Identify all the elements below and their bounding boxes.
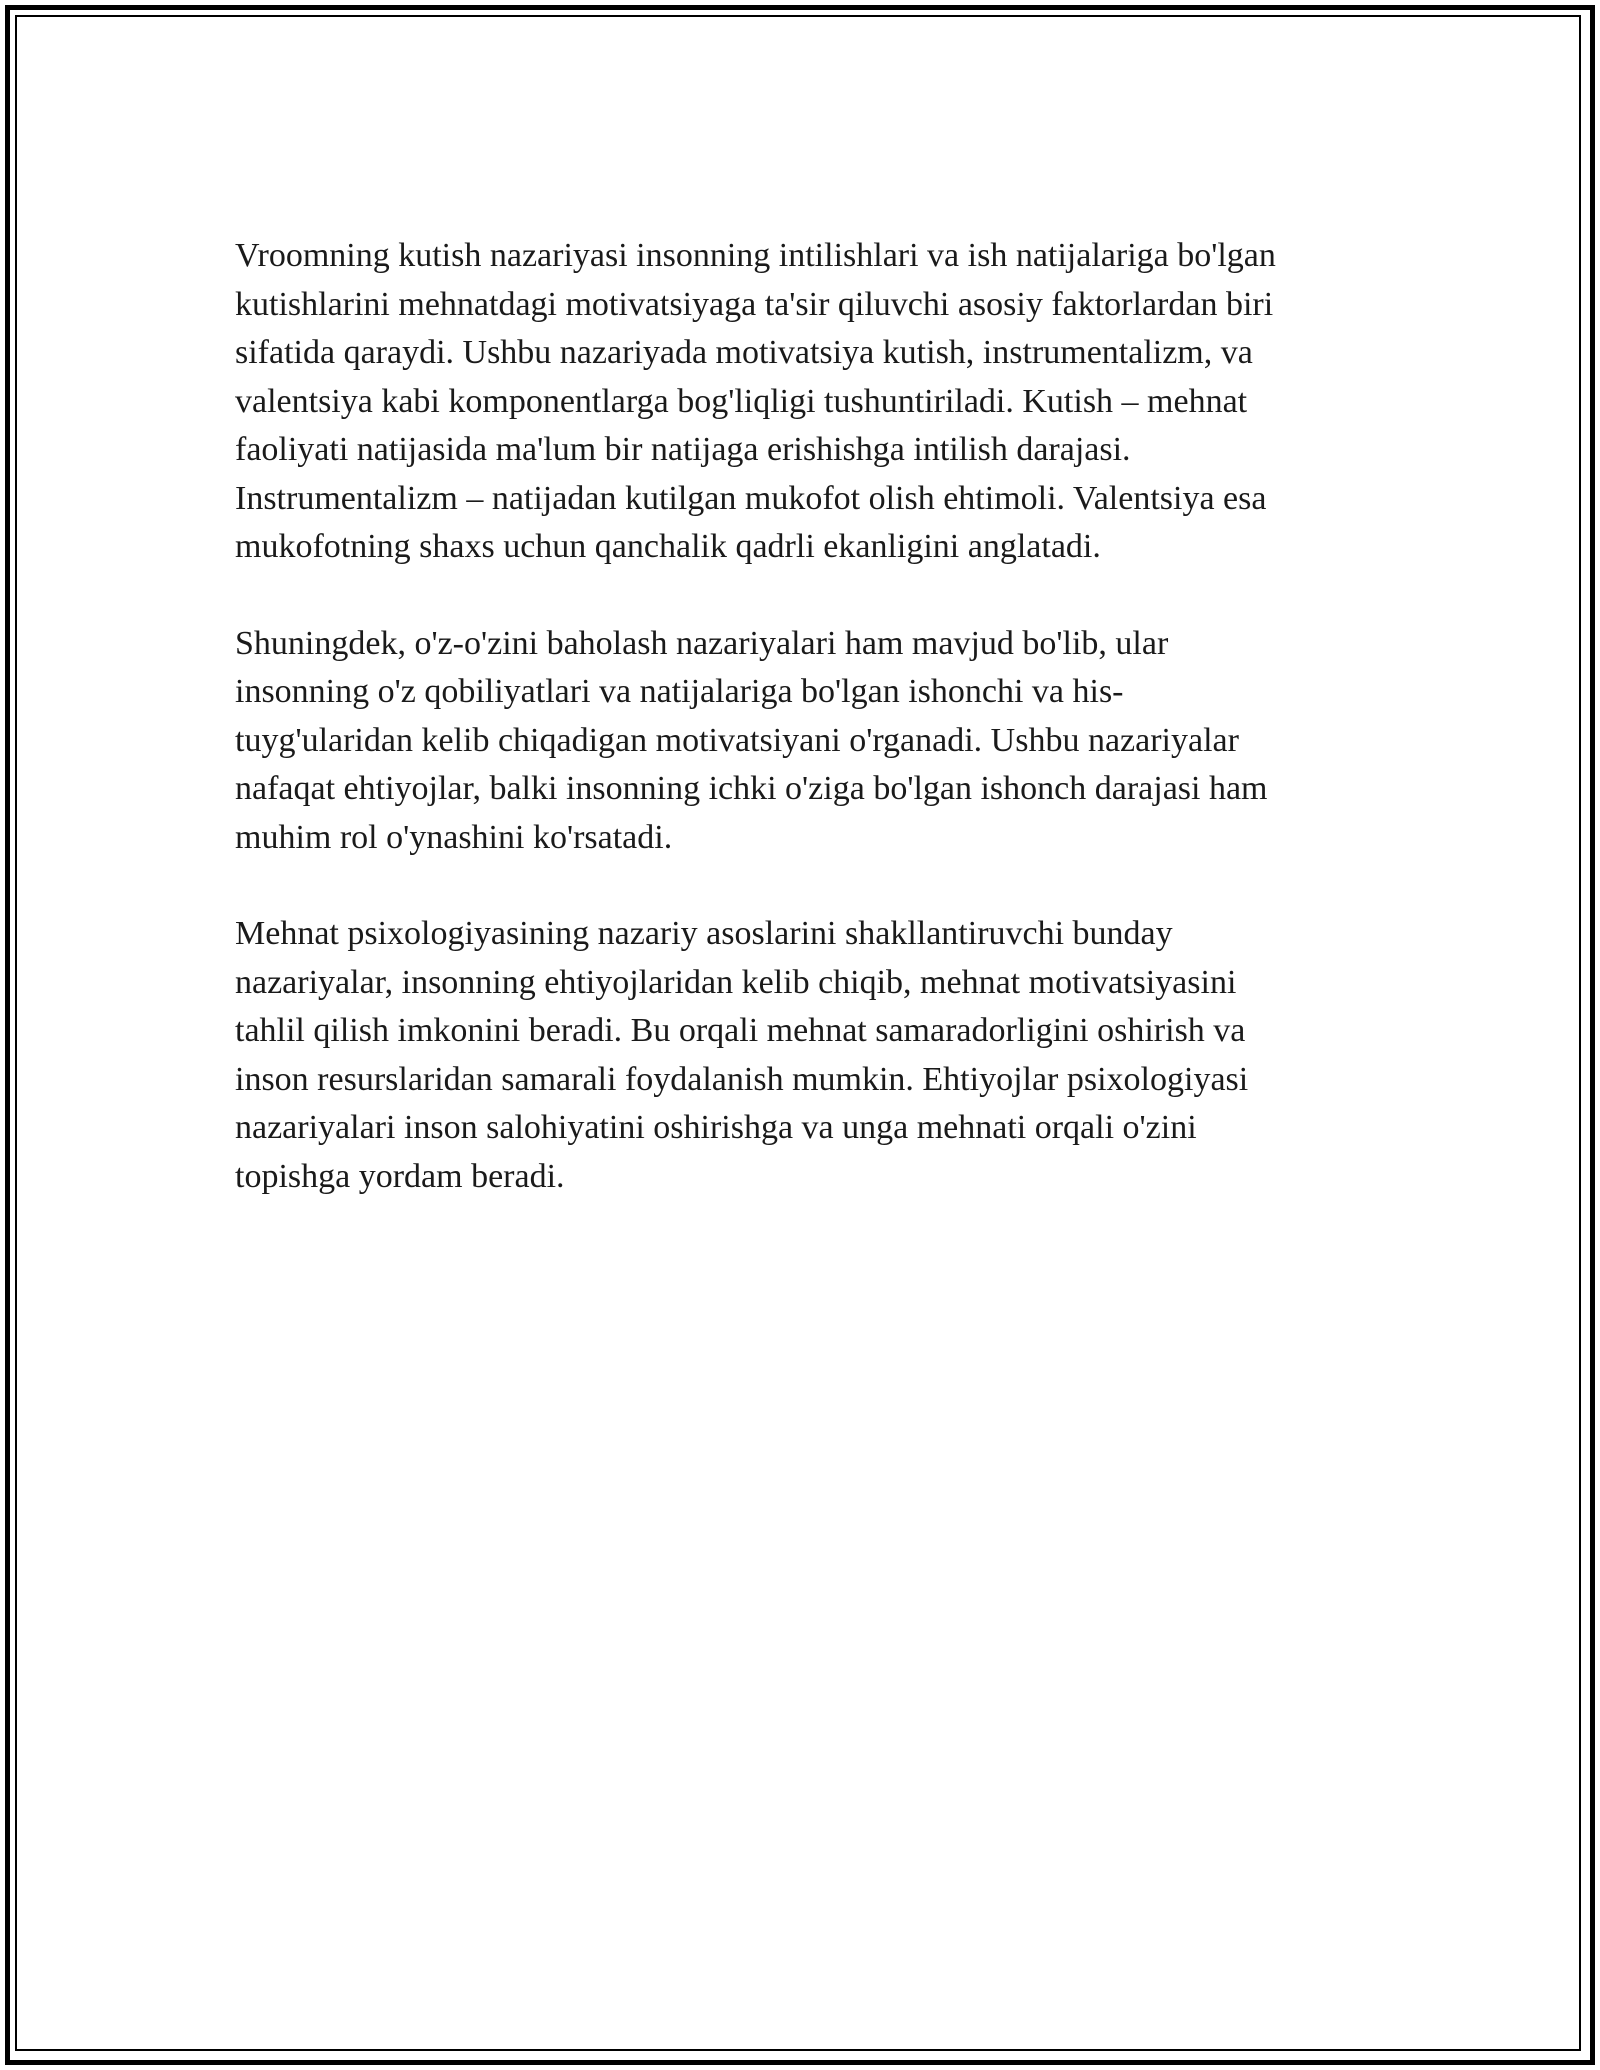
- paragraph-vroom-expectancy-theory: Vroomning kutish nazariyasi insonning intilishlari va ish natijalariga bo'lgan kutishlarini mehnatdagi motivatsiyaga ta'sir qiluvchi asosiy faktorlardan biri sifatida qaraydi. Ushbu nazariyada motivatsiya kutish, instrumentalizm, va valentsiya kabi komponentlarga bog'liqligi tushuntiriladi. Kutish – mehnat faoliyati natijasida ma'lum bir natijaga erishishga intilish darajasi. Instrumentalizm – natijadan kutilgan mukofot olish ehtimoli. Valentsiya esa mukofotning shaxs uchun qanchalik qadrli ekanligini anglatadi.: [235, 237, 1276, 565]
- document-body: [235, 232, 1395, 1249]
- paragraph-self-evaluation-theories: Shuningdek, o'z-o'zini baholash nazariyalari ham mavjud bo'lib, ular insonning o'z qobiliyatlari va natijalariga bo'lgan ishonchi va his- tuyg'ularidan kelib chiqadigan motivatsiyani o'rganadi. Ushbu nazariyalar nafaqat ehtiyojlar, balki insonning ichki o'ziga bo'lgan ishonch darajasi ham muhim rol o'ynashini ko'rsatadi.: [235, 624, 1268, 856]
- paragraph-labor-psychology-foundations: Mehnat psixologiyasining nazariy asoslarini shakllantiruvchi bunday nazariyalar, insonning ehtiyojlaridan kelib chiqib, mehnat motivatsiyasini tahlil qilish imkonini beradi. Bu orqali mehnat samaradorligini oshirish va inson resurslaridan samarali foydalanish mumkin. Ehtiyojlar psixologiyasi nazariyalari inson salohiyatini oshirishga va unga mehnati orqali o'zini topishga yordam beradi.: [235, 915, 1249, 1195]
